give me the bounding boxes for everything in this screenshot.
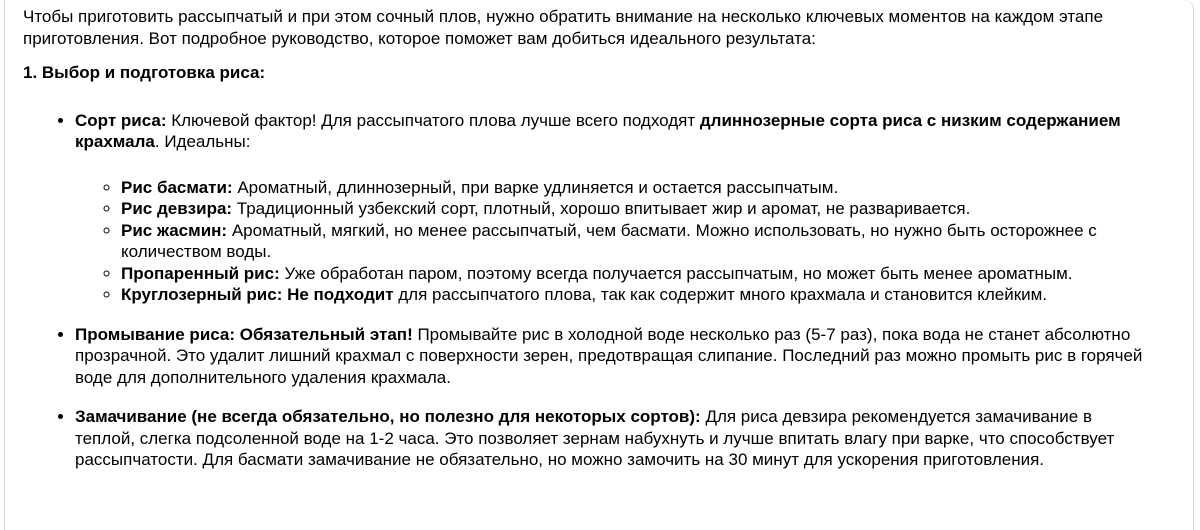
section-heading: 1. Выбор и подготовка риса: — [23, 63, 266, 82]
item-lead-bold: Рис жасмин: — [121, 220, 228, 240]
item-text: Традиционный узбекский сорт, плотный, хорошо впитывает жир и аромат, не разваривается. — [232, 199, 971, 218]
item-text: Для риса девзира рекомендуется замачивание в теплой, слегка подсоленной воде на 1-2 часа. Это позволяет зернам набухнуть и лучше впитать влагу при варке, что способствует рассыпчатости. Для басмати замачивание не обязательно, но можно замочить на 30 минут для ускорения приготовления. — [75, 407, 1115, 469]
list-item-soaking — [75, 406, 1149, 471]
item-text: Уже обработан паром, поэтому всегда получается рассыпчатым, но может быть менее ароматным. — [279, 263, 1073, 283]
item-lead-bold: Сорт риса: — [75, 110, 167, 130]
item-emphasis-bold: длиннозерные сорта риса с низким содержанием крахмала — [75, 110, 1121, 151]
list-item-basmati — [121, 177, 1149, 199]
list-item-round-grain — [121, 284, 1149, 306]
item-text: Ароматный, длиннозерный, при варке удлиняется и остается рассыпчатым. — [232, 177, 839, 197]
rice-types-sublist — [75, 177, 1149, 306]
intro-paragraph: Чтобы приготовить рассыпчатый и при этом сочный плов, нужно обратить внимание на несколько ключевых моментов на каждом этапе приготовления. Вот подробное руководство, которое поможет вам добиться идеального результата: — [23, 7, 1104, 48]
list-item-jasmine — [121, 220, 1149, 263]
list-item-rinsing — [75, 324, 1149, 389]
item-lead-bold: Замачивание (не всегда обязательно, но полезно для некоторых сортов): — [75, 407, 701, 426]
item-lead-bold: Промывание риса: Обязательный этап! — [75, 324, 413, 344]
item-text: Ключевой фактор! Для рассыпчатого плова лучше всего подходят — [166, 110, 700, 130]
item-text: . Идеальны: — [154, 132, 251, 151]
item-lead-bold: Пропаренный рис: — [121, 263, 280, 283]
main-list — [23, 110, 1149, 471]
list-item-devzira — [121, 198, 1149, 220]
recipe-document — [23, 6, 1149, 471]
item-lead-bold: Рис басмати: — [121, 177, 233, 197]
item-text: Ароматный, мягкий, но менее рассыпчатый, чем басмати. Можно использовать, но нужно быть осторожнее с количеством воды. — [121, 220, 1097, 261]
item-text: Промывайте рис в холодной воде несколько раз (5-7 раз), пока вода не станет абсолютно прозрачной. Это удалит лишний крахмал с поверхности зерен, предотвращая слипание. Последний раз можно промыть рис в горячей воде для дополнительного удаления крахмала. — [75, 324, 1143, 387]
item-lead-bold: Круглозерный рис: Не подходит — [121, 285, 394, 304]
item-lead-bold: Рис девзира: — [121, 199, 233, 218]
list-item-rice-variety — [75, 110, 1149, 306]
list-item-parboiled — [121, 263, 1149, 285]
content-panel — [4, 0, 1194, 530]
item-text: для рассыпчатого плова, так как содержит много крахмала и становится клейким. — [393, 285, 1048, 304]
